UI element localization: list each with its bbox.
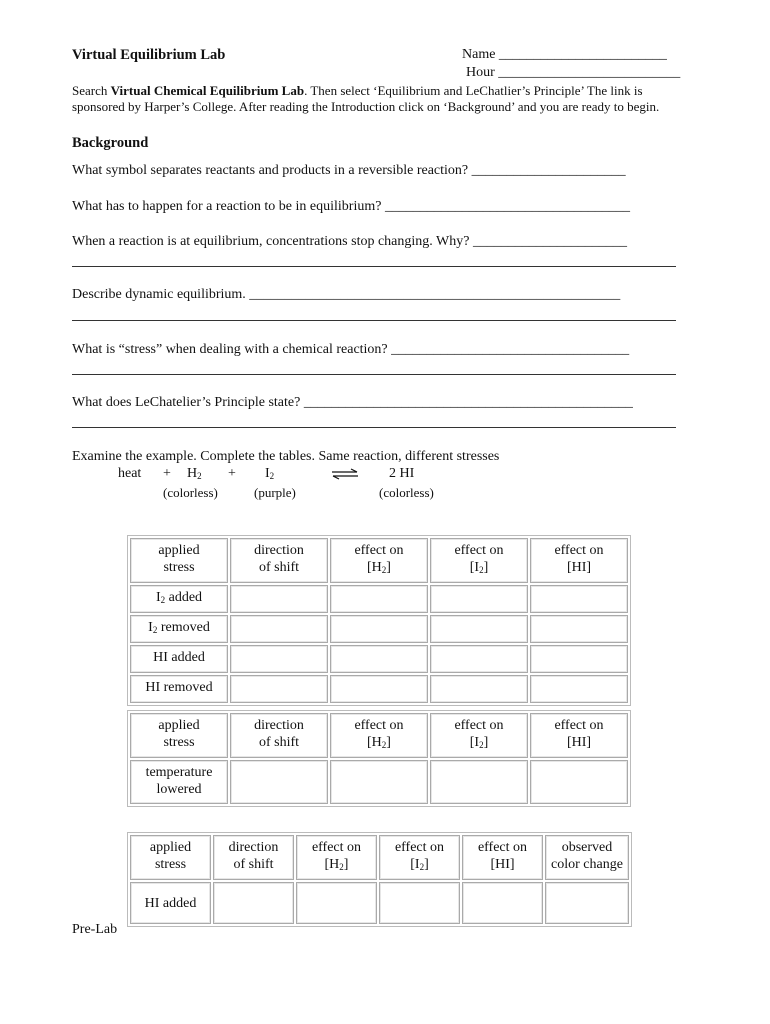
intro-paragraph: Search Virtual Chemical Equilibrium Lab. Then select ‘Equilibrium and LeChatlier’s Principle’ The link is sponsored by Harper’s College. After reading the Introduction click on ‘Background’ and you are ready to begin. (72, 83, 660, 114)
eq-plus: + (163, 466, 171, 481)
footer-label: Pre-Lab (72, 922, 118, 937)
hour-field[interactable]: Hour __________________________ (466, 65, 681, 80)
row-label: $I_2$ added (130, 585, 228, 613)
header-effect-i2: effect on $[I_2]$ (430, 713, 528, 758)
answer-cell[interactable] (545, 882, 629, 924)
answer-line[interactable] (72, 266, 676, 267)
answer-cell[interactable] (379, 882, 460, 924)
answer-cell[interactable] (213, 882, 294, 924)
stress-table-2 (127, 710, 631, 807)
answer-cell[interactable] (530, 615, 628, 643)
eq-h2: H2 (187, 466, 202, 481)
row-label: $I_2$ removed (130, 615, 228, 643)
question-3[interactable]: When a reaction is at equilibrium, concentrations stop changing. Why? ______________________ (72, 234, 627, 249)
answer-cell[interactable] (430, 645, 528, 673)
header-effect-i2: effect on $[I_2]$ (430, 538, 528, 583)
name-field[interactable]: Name ________________________ (462, 47, 667, 62)
answer-cell[interactable] (330, 585, 428, 613)
page-title: Virtual Equilibrium Lab (72, 47, 226, 63)
answer-cell[interactable] (430, 615, 528, 643)
header-effect-hi: effect on [HI] (462, 835, 543, 880)
header-direction-of-shift: direction of shift (230, 713, 328, 758)
answer-cell[interactable] (430, 585, 528, 613)
header-effect-h2: effect on $[H_2]$ (330, 713, 428, 758)
answer-cell[interactable] (230, 675, 328, 703)
equilibrium-arrow-icon (331, 468, 359, 480)
row-label: HI added (130, 882, 211, 924)
answer-cell[interactable] (430, 675, 528, 703)
answer-cell[interactable] (330, 645, 428, 673)
header-applied-stress: applied stress (130, 713, 228, 758)
question-4[interactable]: Describe dynamic equilibrium. _____________________________________________________ (72, 287, 621, 302)
header-effect-hi: effect on [HI] (530, 713, 628, 758)
answer-cell[interactable] (530, 760, 628, 804)
eq-i2: I2 (265, 466, 275, 481)
answer-cell[interactable] (530, 675, 628, 703)
header-observed-color-change: observed color change (545, 835, 629, 880)
header-effect-h2: effect on $[H_2]$ (296, 835, 377, 880)
stress-table-1 (127, 535, 631, 706)
header-effect-h2: effect on $[H_2]$ (330, 538, 428, 583)
answer-cell[interactable] (230, 645, 328, 673)
color-label-i2: (purple) (254, 485, 296, 500)
answer-cell[interactable] (296, 882, 377, 924)
header-direction-of-shift: direction of shift (213, 835, 294, 880)
eq-heat: heat (118, 466, 142, 481)
answer-cell[interactable] (330, 615, 428, 643)
question-5[interactable]: What is “stress” when dealing with a chemical reaction? __________________________________ (72, 342, 630, 357)
answer-line[interactable] (72, 320, 676, 321)
row-label: HI added (130, 645, 228, 673)
answer-cell[interactable] (230, 615, 328, 643)
answer-line[interactable] (72, 374, 676, 375)
answer-cell[interactable] (330, 675, 428, 703)
question-1[interactable]: What symbol separates reactants and products in a reversible reaction? ______________________ (72, 163, 626, 178)
answer-cell[interactable] (462, 882, 543, 924)
row-label: HI removed (130, 675, 228, 703)
answer-cell[interactable] (230, 585, 328, 613)
header-applied-stress: applied stress (130, 538, 228, 583)
question-2[interactable]: What has to happen for a reaction to be in equilibrium? ___________________________________ (72, 199, 630, 214)
eq-product: 2 HI (389, 466, 415, 481)
example-instruction: Examine the example. Complete the tables. Same reaction, different stresses (72, 449, 500, 464)
header-effect-hi: effect on [HI] (530, 538, 628, 583)
answer-cell[interactable] (530, 585, 628, 613)
answer-cell[interactable] (230, 760, 328, 804)
answer-cell[interactable] (330, 760, 428, 804)
color-label-hi: (colorless) (379, 485, 434, 500)
question-6[interactable]: What does LeChatelier’s Principle state? _______________________________________________ (72, 395, 633, 410)
row-label: temperature lowered (130, 760, 228, 804)
background-heading: Background (72, 135, 149, 151)
answer-cell[interactable] (430, 760, 528, 804)
answer-line[interactable] (72, 427, 676, 428)
header-applied-stress: applied stress (130, 835, 211, 880)
header-effect-i2: effect on $[I_2]$ (379, 835, 460, 880)
color-label-h2: (colorless) (163, 485, 218, 500)
eq-plus: + (228, 466, 236, 481)
answer-cell[interactable] (530, 645, 628, 673)
header-direction-of-shift: direction of shift (230, 538, 328, 583)
stress-table-3 (127, 832, 632, 927)
